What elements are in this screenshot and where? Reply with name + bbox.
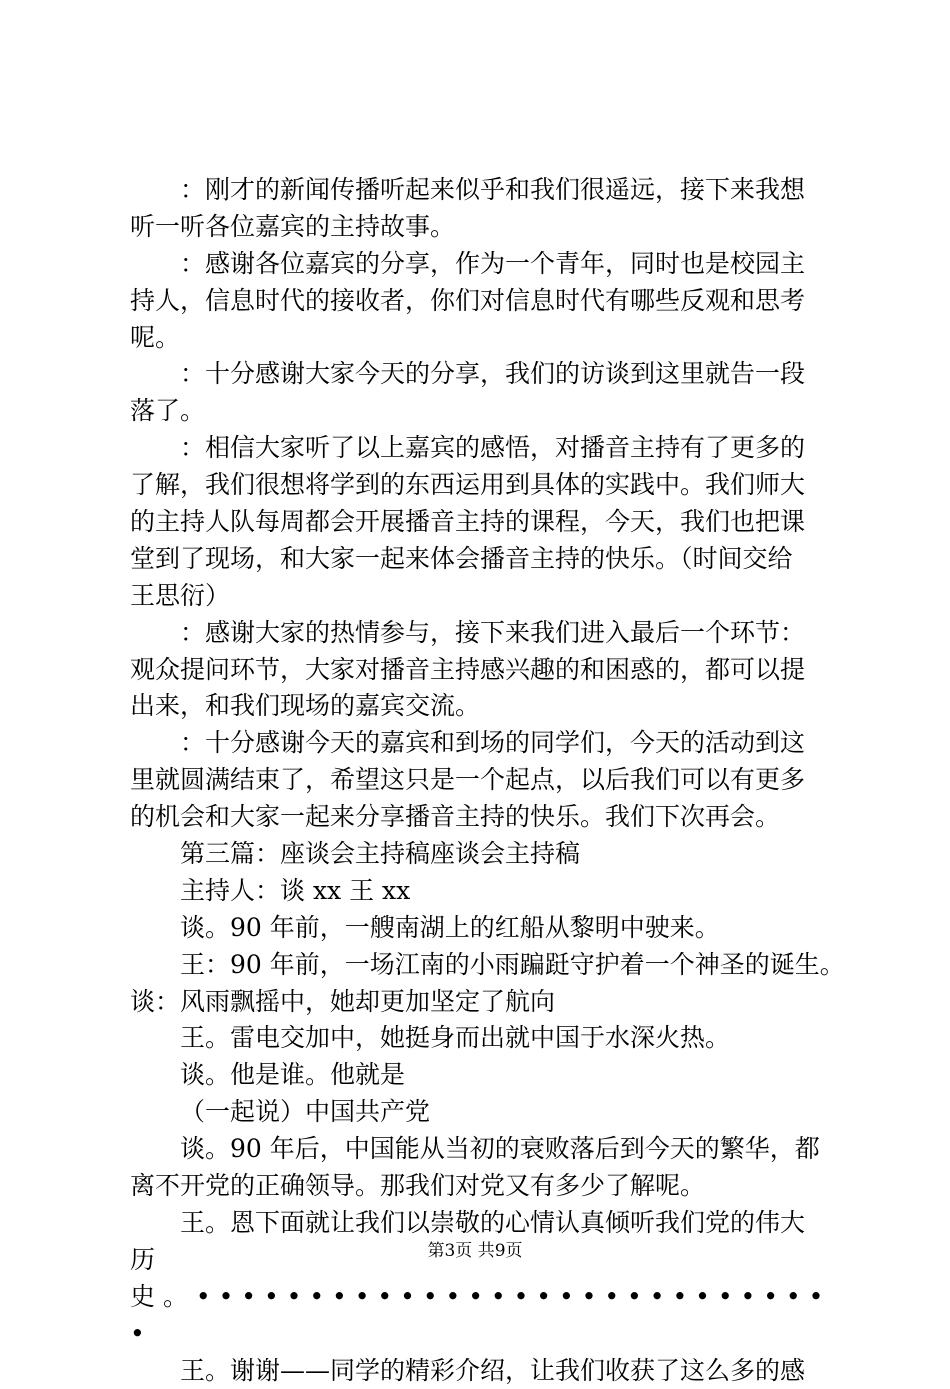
text-line: 呢。 bbox=[130, 320, 842, 357]
text-line: 落了。 bbox=[130, 393, 842, 430]
text-line: 主持人：谈 xx 王 xx bbox=[130, 873, 842, 910]
text-line: 的机会和大家一起来分享播音主持的快乐。我们下次再会。 bbox=[130, 799, 842, 836]
text-line: ：相信大家听了以上嘉宾的感悟，对播音主持有了更多的 bbox=[130, 430, 842, 467]
text-line: 王思衍） bbox=[130, 578, 842, 615]
text-line: ：十分感谢大家今天的分享，我们的访谈到这里就告一段 bbox=[130, 356, 842, 393]
text-line: • bbox=[130, 1316, 842, 1353]
text-line: 出来，和我们现场的嘉宾交流。 bbox=[130, 688, 842, 725]
text-line: 史 。 • • • • • • • • • • • • • • • • • • • • • • • • • • • • bbox=[130, 1279, 842, 1316]
text-line: 的主持人队每周都会开展播音主持的课程，今天，我们也把课 bbox=[130, 504, 842, 541]
page-footer: 第3页 共9页 bbox=[0, 1239, 950, 1263]
text-line: 谈。90 年前，一艘南湖上的红船从黎明中驶来。 bbox=[130, 910, 842, 947]
text-line: ：感谢大家的热情参与，接下来我们进入最后一个环节： bbox=[130, 615, 842, 652]
text-line: 了解，我们很想将学到的东西运用到具体的实践中。我们师大 bbox=[130, 467, 842, 504]
text-line: （一起说）中国共产党 bbox=[130, 1094, 842, 1131]
text-line: 王。谢谢——同学的精彩介绍，让我们收获了这么多的感 bbox=[130, 1353, 842, 1389]
text-line: 第三篇：座谈会主持稿座谈会主持稿 bbox=[130, 836, 842, 873]
text-line: 谈。他是谁。他就是 bbox=[130, 1057, 842, 1094]
text-line: ：十分感谢今天的嘉宾和到场的同学们，今天的活动到这 bbox=[130, 725, 842, 762]
document-body bbox=[130, 172, 842, 1389]
text-line: 谈：风雨飘摇中，她却更加坚定了航向 bbox=[130, 984, 842, 1021]
text-line: 王：90 年前，一场江南的小雨蹁跹守护着一个神圣的诞生。 bbox=[130, 947, 842, 984]
text-line: 听一听各位嘉宾的主持故事。 bbox=[130, 209, 842, 246]
text-line: 离不开党的正确领导。那我们对党又有多少了解呢。 bbox=[130, 1168, 842, 1205]
text-line: ：刚才的新闻传播听起来似乎和我们很遥远，接下来我想 bbox=[130, 172, 842, 209]
text-line: ：感谢各位嘉宾的分享，作为一个青年，同时也是校园主 bbox=[130, 246, 842, 283]
text-line: 持人，信息时代的接收者，你们对信息时代有哪些反观和思考 bbox=[130, 283, 842, 320]
text-line: 王。恩下面就让我们以崇敬的心情认真倾听我们党的伟大 bbox=[130, 1205, 842, 1242]
text-line: 历 bbox=[130, 1242, 842, 1279]
text-line: 里就圆满结束了，希望这只是一个起点，以后我们可以有更多 bbox=[130, 762, 842, 799]
text-line: 堂到了现场，和大家一起来体会播音主持的快乐。（时间交给 bbox=[130, 541, 842, 578]
text-line: 王。雷电交加中，她挺身而出就中国于水深火热。 bbox=[130, 1020, 842, 1057]
text-line: 观众提问环节，大家对播音主持感兴趣的和困惑的，都可以提 bbox=[130, 652, 842, 689]
text-line: 谈。90 年后，中国能从当初的衰败落后到今天的繁华，都 bbox=[130, 1131, 842, 1168]
